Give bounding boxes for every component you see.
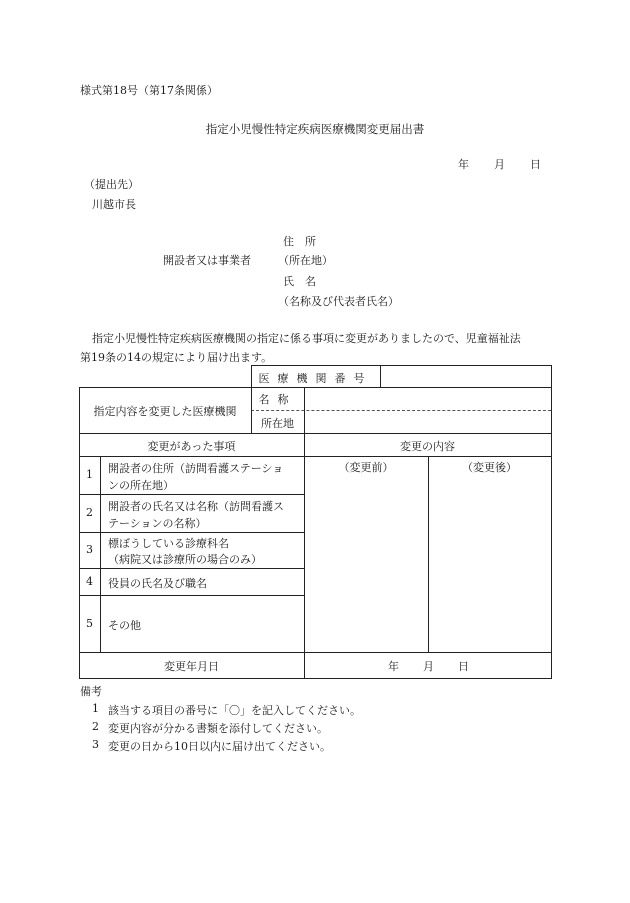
item-3-line1: 標ぼうしている診療科名 [108,537,229,550]
before-content-field[interactable] [306,476,426,650]
item-2-line1: 開設者の氏名又は名称（訪問看護ス [108,500,284,513]
after-label: （変更後） [462,461,517,474]
item-number-1[interactable]: 1 [86,468,93,481]
after-content-field[interactable] [430,476,550,650]
item-number-2[interactable]: 2 [86,506,93,519]
item-number-5[interactable]: 5 [86,617,93,630]
item-3-line2: （病院又は診療所の場合のみ） [108,553,262,566]
address-label: 住 所 [283,235,316,248]
institution-location-field[interactable] [306,412,550,432]
before-label: （変更前） [338,461,394,474]
institution-name-field[interactable] [306,389,550,409]
institution-location-label: 所在地 [261,417,294,430]
notes-heading: 備考 [80,685,102,698]
institution-number-label: 医療機関番号 [258,372,373,385]
change-date-year: 年 [388,660,399,673]
addressee-name: 川越市長 [92,198,136,211]
change-content-header: 変更の内容 [400,440,455,453]
date-year: 年 [458,158,469,171]
body-text-line2: 第19条の14の規定により届け出ます。 [80,351,273,364]
item-number-3[interactable]: 3 [86,543,93,556]
addressee-label: （提出先） [84,178,139,191]
change-date-month: 月 [423,660,434,673]
name-label: 氏 名 [283,275,316,288]
address-sub-label: （所在地） [278,254,333,267]
item-5-line1: その他 [108,619,141,632]
item-2-line2: テーションの名称） [108,517,207,530]
name-sub-label: （名称及び代表者氏名） [278,295,399,308]
item-4-line1: 役員の氏名及び職名 [108,577,207,590]
body-text-line1: 指定小児慢性特定疾病医療機関の指定に係る事項に変更がありましたので、児童福祉法 [92,332,521,345]
item-1-line2: ンの所在地） [108,479,174,492]
item-1-line1: 開設者の住所（訪問看護ステーショ [108,462,284,475]
date-day: 日 [530,158,541,171]
note-1-text: 該当する項目の番号に「〇」を記入してください。 [108,704,361,717]
note-3-number: 3 [92,738,99,751]
applicant-role: 開設者又は事業者 [163,254,251,267]
changed-items-header: 変更があった事項 [147,440,236,453]
note-2-text: 変更内容が分かる書類を添付してください。 [108,722,328,735]
page-title: 指定小児慢性特定疾病医療機関変更届出書 [205,122,425,136]
form-number: 様式第18号（第17条関係） [80,84,218,97]
date-month: 月 [494,158,505,171]
institution-number-field[interactable] [382,366,550,386]
item-number-4[interactable]: 4 [86,575,93,588]
note-2-number: 2 [92,720,99,733]
institution-name-label: 名称 [258,393,297,406]
institution-label: 指定内容を変更した医療機関 [93,405,237,418]
note-1-number: 1 [92,702,99,715]
change-date-day: 日 [458,660,469,673]
change-date-label: 変更年月日 [164,660,219,673]
note-3-text: 変更の日から10日以内に届け出てください。 [108,740,331,753]
